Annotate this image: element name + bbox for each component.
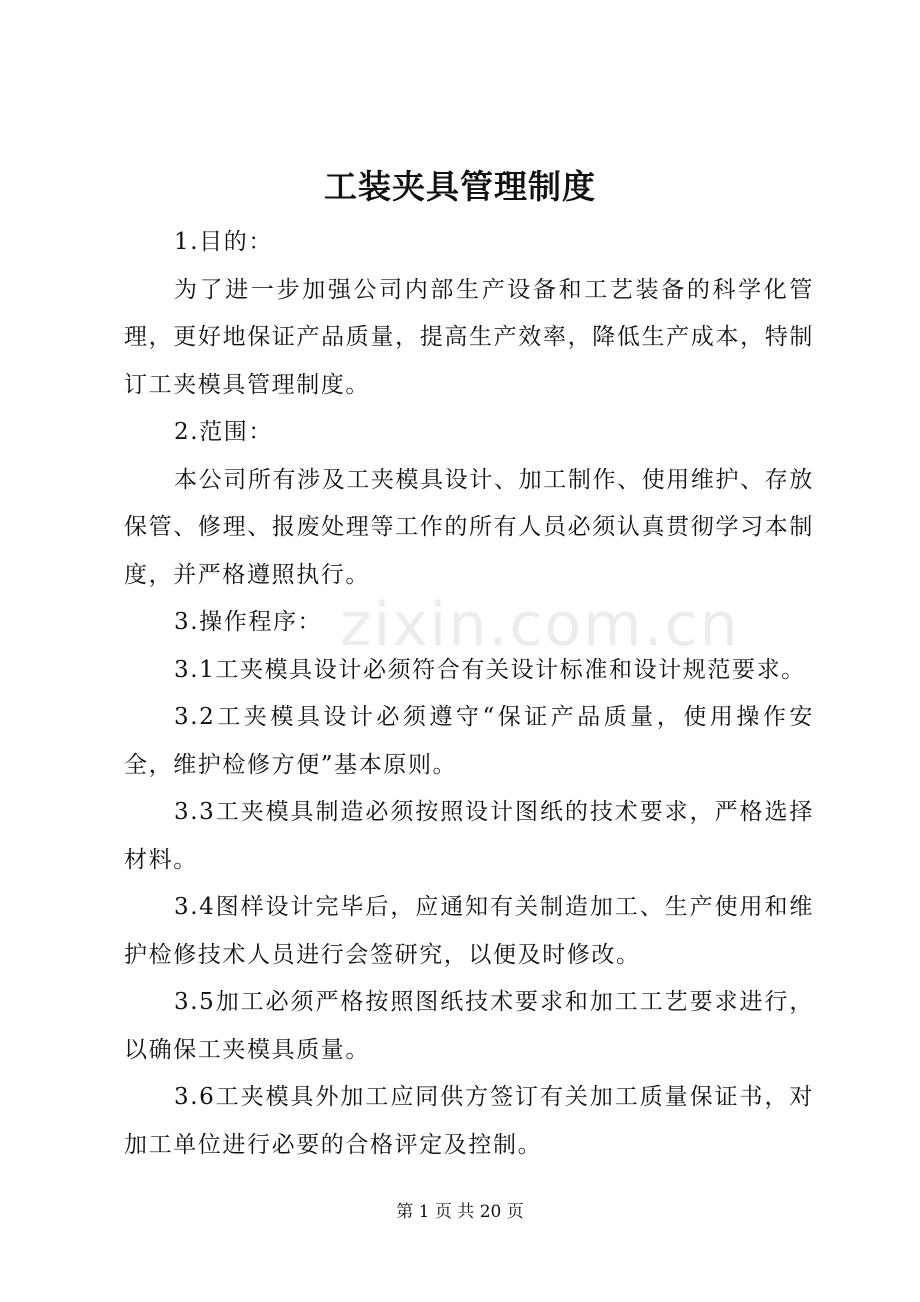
paragraph-3-1: 3.1工夹模具设计必须符合有关设计标准和设计规范要求。 bbox=[174, 656, 806, 683]
paragraph-purpose: 为了进一步加强公司内部生产设备和工艺装备的科学化管理，更好地保证产品质量，提高生产效率，降低生产成本，特制订工夹模具管理制度。 bbox=[124, 276, 814, 398]
watermark: zixin.com.cn bbox=[340, 590, 740, 660]
paragraph-scope: 本公司所有涉及工夹模具设计、加工制作、使用维护、存放保管、修理、报废处理等工作的所有人员必须认真贯彻学习本制度，并严格遵照执行。 bbox=[124, 466, 814, 588]
page-footer: 第 1 页 共 20 页 bbox=[396, 1202, 524, 1222]
paragraph-3-3: 3.3工夹模具制造必须按照设计图纸的技术要求，严格选择材料。 bbox=[124, 799, 814, 873]
paragraph-3-2: 3.2工夹模具设计必须遵守“保证产品质量，使用操作安全，维护检修方便”基本原则。 bbox=[124, 704, 814, 778]
document-title: 工装夹具管理制度 bbox=[324, 167, 596, 206]
paragraph-3-4: 3.4图样设计完毕后，应通知有关制造加工、生产使用和维护检修技术人员进行会签研究，以便及时修改。 bbox=[124, 894, 814, 968]
document-body bbox=[124, 219, 814, 1169]
section-heading-scope: 2.范围： bbox=[174, 419, 273, 445]
section-heading-purpose: 1.目的： bbox=[174, 229, 273, 255]
paragraph-3-6: 3.6工夹模具外加工应同供方签订有关加工质量保证书，对加工单位进行必要的合格评定及控制。 bbox=[124, 1084, 814, 1158]
section-heading-procedure: 3.操作程序： bbox=[174, 609, 323, 635]
paragraph-3-5: 3.5加工必须严格按照图纸技术要求和加工工艺要求进行，以确保工夹模具质量。 bbox=[124, 989, 814, 1063]
